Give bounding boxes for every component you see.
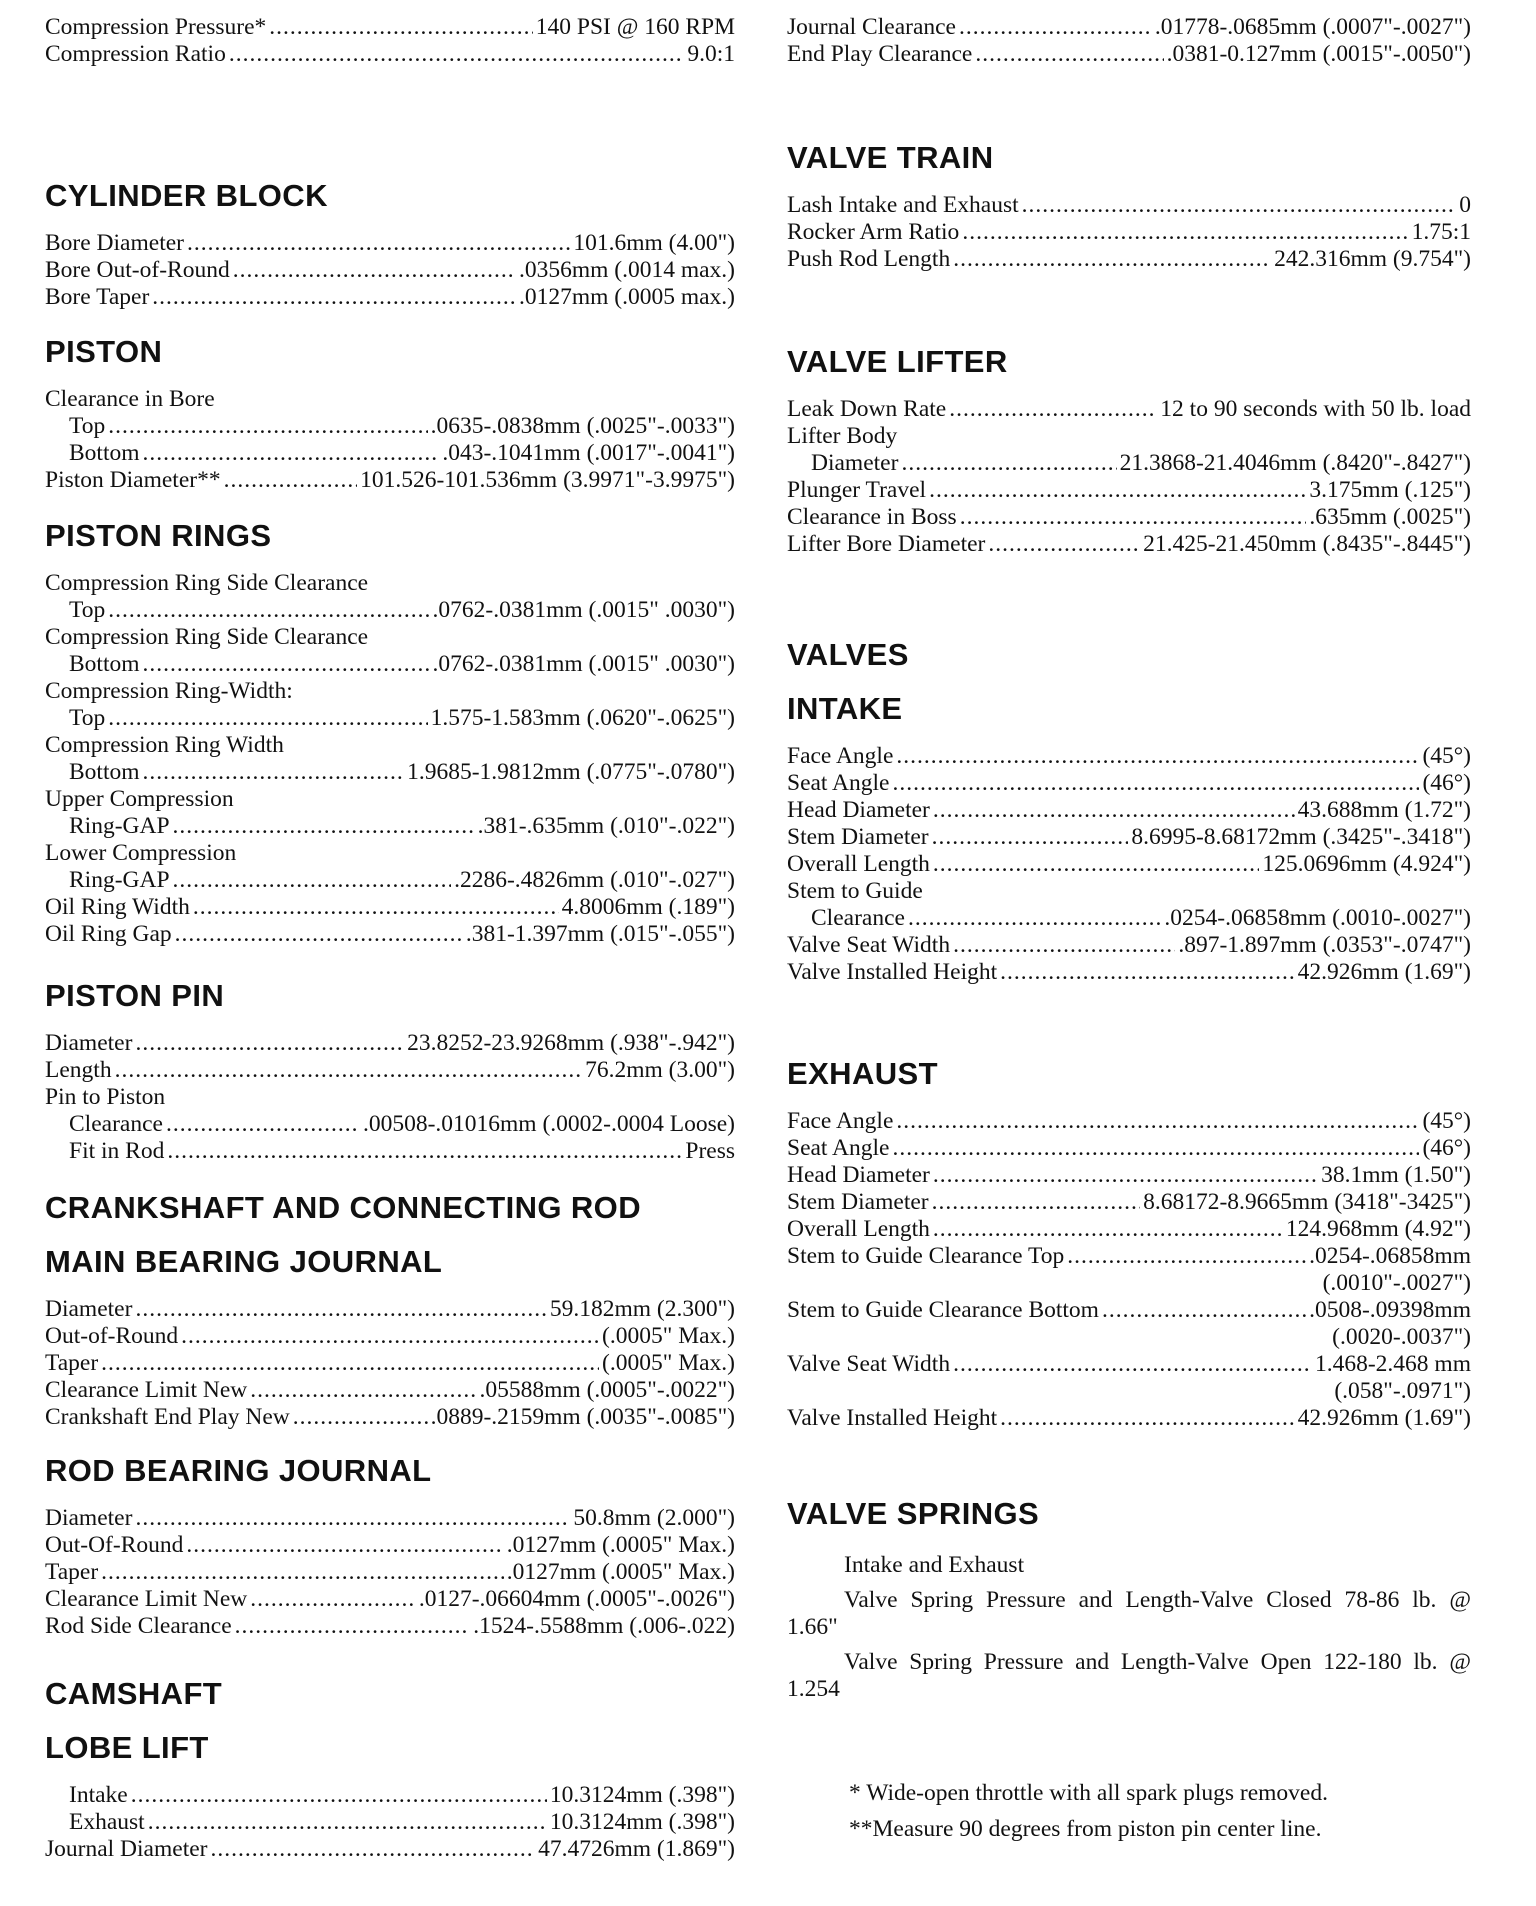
- valve-lifter-section: [787, 344, 1471, 558]
- valve-train-section: [787, 140, 1471, 273]
- spec-row: Compression Ratio ..... 9.0:1: [45, 41, 735, 68]
- subsection-heading: LOBE LIFT: [45, 1730, 209, 1765]
- spec-row: Out-Of-Round ..... .0127mm (.0005" Max.): [45, 1532, 735, 1559]
- spec-row: Stem Diameter ..... 8.6995-8.68172mm (.3425"-.3418"): [787, 824, 1471, 851]
- spec-row: Taper ..... .0127mm (.0005" Max.): [45, 1559, 735, 1586]
- spec-row: Lash Intake and Exhaust ..... 0: [787, 192, 1471, 219]
- section-heading: CAMSHAFT: [45, 1676, 223, 1711]
- spec-row: Bore Diameter ..... 101.6mm (4.00"): [45, 230, 735, 257]
- spec-row: Piston Diameter** ..... 101.526-101.536mm (3.9971"-3.9975"): [45, 467, 735, 494]
- spec-row: Journal Clearance ..... .01778-.0685mm (.0007"-.0027"): [787, 14, 1471, 41]
- spec-row: Stem to Guide Clearance Bottom ..... .0508-.09398mm: [787, 1297, 1471, 1324]
- spec-row: Clearance ..... .00508-.01016mm (.0002-.0004 Loose): [45, 1111, 735, 1138]
- spec-row: Oil Ring Width ..... 4.8006mm (.189"): [45, 894, 735, 921]
- section-heading: VALVE LIFTER: [787, 344, 1008, 379]
- spec-row: Intake ..... 10.3124mm (.398"): [45, 1782, 735, 1809]
- spec-row: Ring-GAP ..... .2286-.4826mm (.010"-.027"): [45, 867, 735, 894]
- section-heading: VALVES: [787, 637, 909, 672]
- spec-row: Clearance Limit New ..... .0127-.06604mm (.0005"-.0026"): [45, 1586, 735, 1613]
- spec-label: Stem to Guide: [787, 878, 923, 904]
- spec-label: Lower Compression: [45, 840, 237, 866]
- camshaft-section: [45, 1676, 735, 1863]
- spec-continuation: (.0020-.0037"): [1332, 1324, 1471, 1350]
- spring-paragraph: Valve Spring Pressure and Length-Valve Open 122-180 lb. @ 1.254: [787, 1649, 1471, 1702]
- spec-row: Rocker Arm Ratio ..... 1.75:1: [787, 219, 1471, 246]
- section-heading: VALVE TRAIN: [787, 140, 994, 175]
- spec-label: Intake and Exhaust: [844, 1552, 1025, 1578]
- subsection-heading: ROD BEARING JOURNAL: [45, 1453, 432, 1488]
- spec-row: Oil Ring Gap ..... .381-1.397mm (.015"-.055"): [45, 921, 735, 948]
- valve-springs-section: [787, 1496, 1471, 1703]
- footnote: * Wide-open throttle with all spark plugs removed.: [849, 1780, 1328, 1806]
- spec-row: Plunger Travel ..... 3.175mm (.125"): [787, 477, 1471, 504]
- spec-label: Compression Ring Width: [45, 732, 284, 758]
- piston-pin-section: [45, 978, 735, 1165]
- spec-row: Diameter ..... 21.3868-21.4046mm (.8420"-.8427"): [787, 450, 1471, 477]
- spec-label: Compression Ring-Width:: [45, 678, 293, 704]
- spec-row: Head Diameter ..... 38.1mm (1.50"): [787, 1162, 1471, 1189]
- spec-row: Overall Length ..... 125.0696mm (4.924"): [787, 851, 1471, 878]
- spec-row: Crankshaft End Play New ..... .0889-.2159mm (.0035"-.0085"): [45, 1404, 735, 1431]
- spec-row: Stem to Guide Clearance Top ..... .0254-.06858mm: [787, 1243, 1471, 1270]
- spec-row: Head Diameter ..... 43.688mm (1.72"): [787, 797, 1471, 824]
- spec-continuation: (.058"-.0971"): [1334, 1378, 1471, 1404]
- exhaust-section: [787, 1056, 1471, 1432]
- spec-row: Fit in Rod ..... Press: [45, 1138, 735, 1165]
- spec-row: Compression Pressure* ..... 140 PSI @ 160 RPM: [45, 14, 735, 41]
- crankshaft-section: [45, 1190, 735, 1640]
- spec-row: Rod Side Clearance ..... .1524-.5588mm (.006-.022): [45, 1613, 735, 1640]
- spec-row: Lifter Bore Diameter ..... 21.425-21.450mm (.8435"-.8445"): [787, 531, 1471, 558]
- spec-row: Bore Out-of-Round ..... .0356mm (.0014 max.): [45, 257, 735, 284]
- spec-row: Top ..... .0635-.0838mm (.0025"-.0033"): [45, 413, 735, 440]
- spec-row: Face Angle ..... (45°): [787, 743, 1471, 770]
- spec-row: Valve Installed Height ..... 42.926mm (1.69"): [787, 959, 1471, 986]
- spec-continuation: (.0010"-.0027"): [1322, 1270, 1471, 1296]
- spec-row: Taper ..... (.0005" Max.): [45, 1350, 735, 1377]
- footnote: **Measure 90 degrees from piston pin center line.: [849, 1816, 1322, 1842]
- spec-row: Diameter ..... 23.8252-23.9268mm (.938"-.942"): [45, 1030, 735, 1057]
- camshaft-clearance-specs: [787, 14, 1471, 68]
- valves-section: [787, 637, 1471, 986]
- section-heading: VALVE SPRINGS: [787, 1496, 1040, 1531]
- piston-section: [45, 334, 735, 494]
- piston-rings-section: [45, 518, 735, 948]
- section-heading: PISTON PIN: [45, 978, 225, 1013]
- spec-row: Face Angle ..... (45°): [787, 1108, 1471, 1135]
- spec-row: Exhaust ..... 10.3124mm (.398"): [45, 1809, 735, 1836]
- spec-row: Diameter ..... 50.8mm (2.000"): [45, 1505, 735, 1532]
- spec-row: Valve Seat Width ..... 1.468-2.468 mm: [787, 1351, 1471, 1378]
- section-heading: PISTON RINGS: [45, 518, 272, 553]
- section-heading: EXHAUST: [787, 1056, 938, 1091]
- spec-row: End Play Clearance ..... .0381-0.127mm (.0015"-.0050"): [787, 41, 1471, 68]
- spec-row: Bottom ..... 1.9685-1.9812mm (.0775"-.0780"): [45, 759, 735, 786]
- subsection-heading: MAIN BEARING JOURNAL: [45, 1244, 443, 1279]
- spec-label: Compression Ring Side Clearance: [45, 624, 369, 650]
- spec-label: Clearance in Bore: [45, 386, 215, 412]
- spec-row: Clearance Limit New ..... .05588mm (.0005"-.0022"): [45, 1377, 735, 1404]
- spec-row: Length ..... 76.2mm (3.00"): [45, 1057, 735, 1084]
- cylinder-block-section: [45, 178, 735, 311]
- spec-row: Bore Taper ..... .0127mm (.0005 max.): [45, 284, 735, 311]
- spec-label: Pin to Piston: [45, 1084, 166, 1110]
- spec-row: Valve Seat Width ..... .897-1.897mm (.0353"-.0747"): [787, 932, 1471, 959]
- spec-row: Seat Angle ..... (46°): [787, 770, 1471, 797]
- engine-compression-specs: [45, 14, 735, 68]
- section-heading: CRANKSHAFT AND CONNECTING ROD: [45, 1190, 641, 1225]
- spec-row: Stem Diameter ..... 8.68172-8.9665mm (3418"-3425"): [787, 1189, 1471, 1216]
- spec-row: Seat Angle ..... (46°): [787, 1135, 1471, 1162]
- spec-row: Top ..... 1.575-1.583mm (.0620"-.0625"): [45, 705, 735, 732]
- spec-row: Valve Installed Height ..... 42.926mm (1.69"): [787, 1405, 1471, 1432]
- footnotes: [787, 1780, 1471, 1843]
- spec-row: Clearance ..... .0254-.06858mm (.0010-.0027"): [787, 905, 1471, 932]
- section-heading: CYLINDER BLOCK: [45, 178, 328, 213]
- spec-row: Out-of-Round ..... (.0005" Max.): [45, 1323, 735, 1350]
- spec-row: Top ..... .0762-.0381mm (.0015" .0030"): [45, 597, 735, 624]
- spec-row: Overall Length ..... 124.968mm (4.92"): [787, 1216, 1471, 1243]
- spec-row: Leak Down Rate ..... 12 to 90 seconds with 50 lb. load: [787, 396, 1471, 423]
- spec-row: Journal Diameter ..... 47.4726mm (1.869"): [45, 1836, 735, 1863]
- spec-label: Upper Compression: [45, 786, 234, 812]
- spec-row: Push Rod Length ..... 242.316mm (9.754"): [787, 246, 1471, 273]
- spec-label: Compression Ring Side Clearance: [45, 570, 369, 596]
- spec-row: Ring-GAP ..... .381-.635mm (.010"-.022"): [45, 813, 735, 840]
- section-heading: PISTON: [45, 334, 163, 369]
- spec-row: Diameter ..... 59.182mm (2.300"): [45, 1296, 735, 1323]
- spec-row: Clearance in Boss ..... .635mm (.0025"): [787, 504, 1471, 531]
- subsection-heading: INTAKE: [787, 691, 903, 726]
- spec-row: Bottom ..... .0762-.0381mm (.0015" .0030"): [45, 651, 735, 678]
- spec-label: Lifter Body: [787, 423, 898, 449]
- spec-row: Bottom ..... .043-.1041mm (.0017"-.0041"): [45, 440, 735, 467]
- spring-paragraph: Valve Spring Pressure and Length-Valve Closed 78-86 lb. @ 1.66": [787, 1587, 1471, 1640]
